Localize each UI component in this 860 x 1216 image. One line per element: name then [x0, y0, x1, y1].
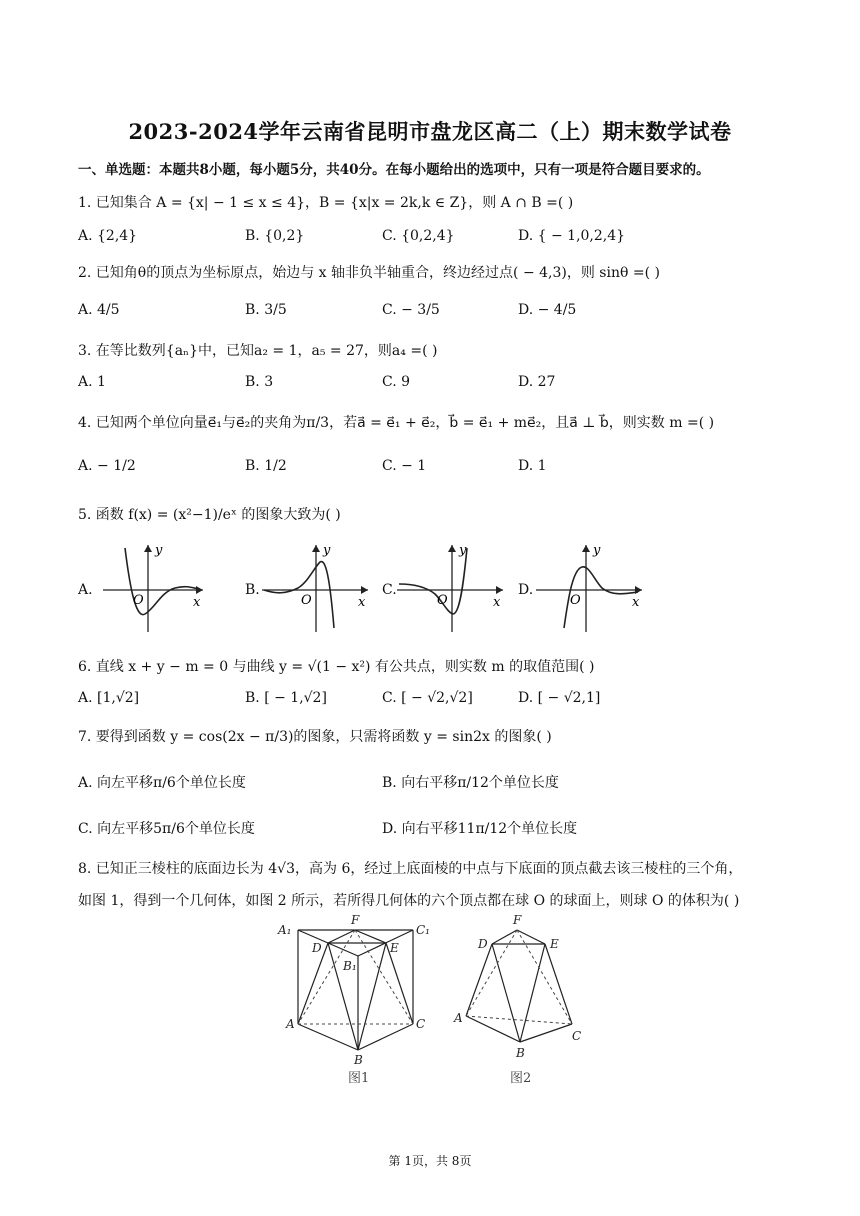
question-6-option-d: D. [ − √2,1]: [518, 690, 601, 706]
figure-2-caption: 图2: [510, 1071, 532, 1086]
label-f-fig2: F: [513, 913, 522, 927]
graph-c-origin-label: O: [437, 593, 448, 608]
figure-1-prism: [270, 912, 440, 1090]
graph-d-y-label: y: [593, 543, 601, 558]
question-6-option-a: A. [1,√2]: [78, 690, 140, 706]
label-e-fig1: E: [390, 941, 399, 955]
question-4-option-a: A. − 1/2: [78, 458, 136, 474]
question-8-stem: 8. 已知正三棱柱的底面边长为 4√3，高为 6，经过上底面棱的中点与下底面的顶点截去该三棱柱的三个角，: [78, 861, 743, 877]
graph-b-origin-label: O: [301, 593, 312, 608]
label-d-fig1: D: [312, 941, 322, 955]
question-7-option-a: A. 向左平移π/6个单位长度: [78, 775, 246, 791]
graph-option-a: [95, 540, 210, 635]
graph-a-origin-label: O: [133, 593, 144, 608]
graph-option-b: [260, 540, 375, 635]
graph-b-y-label: y: [323, 543, 331, 558]
question-4-stem: 4. 已知两个单位向量e⃗₁与e⃗₂的夹角为π/3，若a⃗ = e⃗₁ + e⃗₂，b⃗ = e⃗₁ + me⃗₂，且a⃗ ⊥ b⃗，则实数 m =( ): [78, 415, 715, 431]
question-6-option-c: C. [ − √2,√2]: [382, 690, 473, 706]
label-b-fig2: B: [516, 1046, 525, 1060]
question-5-option-b: B.: [245, 582, 260, 598]
question-6-stem: 6. 直线 x + y − m = 0 与曲线 y = √(1 − x²) 有公共点，则实数 m 的取值范围( ): [78, 659, 595, 675]
question-1-option-b: B. {0,2}: [245, 228, 305, 244]
label-b1: B₁: [343, 959, 357, 973]
label-c-fig1: C: [416, 1017, 426, 1031]
question-5-stem: 5. 函数 f(x) = (x²−1)/eˣ 的图象大致为( ): [78, 507, 341, 523]
label-b-fig1: B: [354, 1053, 363, 1067]
question-3-stem: 3. 在等比数列{aₙ}中，已知a₂ = 1，a₅ = 27，则a₄ =( ): [78, 343, 438, 359]
figure-2-solid: [452, 912, 587, 1090]
graph-d-x-label: x: [632, 595, 640, 610]
label-a1: A₁: [278, 923, 292, 937]
label-e-fig2: E: [550, 937, 559, 951]
question-6-option-b: B. [ − 1,√2]: [245, 690, 327, 706]
section-heading: 一、单选题：本题共8小题，每小题5分，共40分。在每小题给出的选项中，只有一项是符合题目要求的。: [78, 162, 710, 178]
label-f-fig1: F: [351, 913, 360, 927]
question-3-option-a: A. 1: [78, 374, 106, 390]
question-1-option-a: A. {2,4}: [78, 228, 138, 244]
graph-option-d: [534, 540, 649, 635]
label-c-fig2: C: [572, 1029, 582, 1043]
question-5-option-a: A.: [78, 582, 93, 598]
question-7-stem: 7. 要得到函数 y = cos(2x − π/3)的图象，只需将函数 y = sin2x 的图象( ): [78, 729, 552, 745]
question-2-option-c: C. − 3/5: [382, 302, 440, 318]
graph-b-x-label: x: [358, 595, 366, 610]
question-5-option-d: D.: [518, 582, 534, 598]
question-2-stem: 2. 已知角θ的顶点为坐标原点，始边与 x 轴非负半轴重合，终边经过点( − 4,3)，则 sinθ =( ): [78, 265, 660, 281]
question-3-option-b: B. 3: [245, 374, 274, 390]
graph-a-y-label: y: [155, 543, 163, 558]
question-1-stem: 1. 已知集合 A = {x| − 1 ≤ x ≤ 4}，B = {x|x = 2k,k ∈ Z}，则 A ∩ B =( ): [78, 195, 574, 211]
graph-option-c: [395, 540, 510, 635]
question-8-stem-continued: 如图 1，得到一个几何体，如图 2 所示，若所得几何体的六个顶点都在球 O 的球面上，则球 O 的体积为( ): [78, 893, 740, 909]
label-a-fig1: A: [286, 1017, 295, 1031]
question-1-option-d: D. { − 1,0,2,4}: [518, 228, 626, 244]
label-c1: C₁: [416, 923, 430, 937]
question-2-option-d: D. − 4/5: [518, 302, 577, 318]
question-4-option-c: C. − 1: [382, 458, 427, 474]
question-2-option-b: B. 3/5: [245, 302, 287, 318]
graph-d-origin-label: O: [570, 593, 581, 608]
page-footer: 第 1页，共 8页: [388, 1154, 472, 1168]
question-3-option-c: C. 9: [382, 374, 411, 390]
question-4-option-d: D. 1: [518, 458, 547, 474]
graph-a-x-label: x: [193, 595, 201, 610]
graph-c-y-label: y: [459, 543, 467, 558]
question-1-option-c: C. {0,2,4}: [382, 228, 455, 244]
label-d-fig2: D: [478, 937, 488, 951]
question-3-option-d: D. 27: [518, 374, 556, 390]
label-a-fig2: A: [454, 1011, 463, 1025]
exam-title: 2023-2024学年云南省昆明市盘龙区高二（上）期末数学试卷: [128, 119, 732, 144]
graph-c-x-label: x: [493, 595, 501, 610]
figure-1-caption: 图1: [348, 1071, 370, 1086]
question-2-option-a: A. 4/5: [78, 302, 120, 318]
question-7-option-b: B. 向右平移π/12个单位长度: [382, 775, 559, 791]
question-7-option-c: C. 向左平移5π/6个单位长度: [78, 821, 255, 837]
question-5-option-c: C.: [382, 582, 397, 598]
question-7-option-d: D. 向右平移11π/12个单位长度: [382, 821, 578, 837]
question-4-option-b: B. 1/2: [245, 458, 287, 474]
